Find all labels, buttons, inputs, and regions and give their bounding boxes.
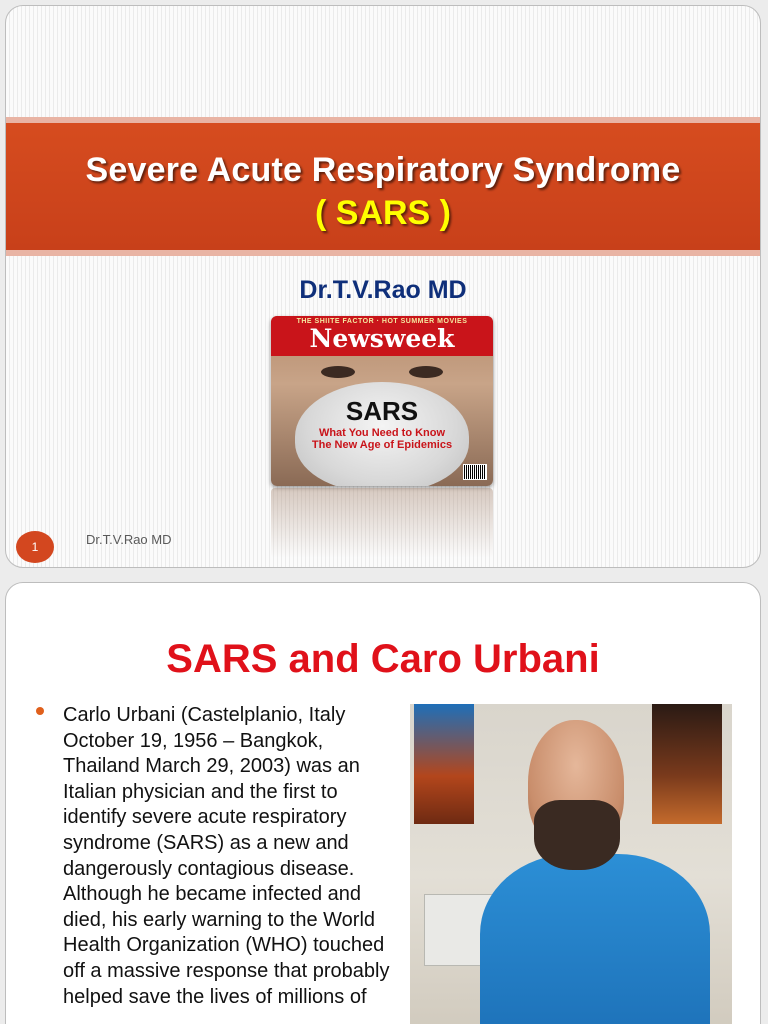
magazine-headline: SARS	[345, 396, 419, 426]
slide-title: Severe Acute Respiratory Syndrome	[85, 151, 681, 189]
cover-eyes	[311, 362, 453, 382]
slide-author: Dr.T.V.Rao MD	[299, 276, 467, 304]
barcode-icon	[463, 464, 487, 480]
page-number-badge: 1	[16, 531, 54, 563]
beard-shape	[534, 800, 620, 870]
title-band	[6, 117, 760, 256]
slide-title-abbreviation: ( SARS )	[315, 194, 451, 232]
magazine-subline-2: The New Age of Epidemics	[311, 439, 453, 451]
slide-2	[5, 582, 761, 1024]
magazine-brand: Newsweek	[309, 324, 455, 353]
footer-author: Dr.T.V.Rao MD	[86, 532, 172, 547]
left-eye	[321, 366, 355, 378]
slide-title: SARS and Caro Urbani	[166, 637, 600, 681]
magazine-cover-image	[271, 316, 493, 486]
face-mask	[295, 382, 469, 486]
bullet-icon	[36, 707, 44, 715]
cover-reflection	[271, 488, 493, 558]
wall-poster-left	[414, 704, 474, 824]
portrait-photo	[410, 704, 732, 1024]
magazine-tagline: THE SHIITE FACTOR · HOT SUMMER MOVIES	[296, 318, 468, 325]
wall-poster-right	[652, 704, 722, 824]
slide-1	[5, 5, 761, 568]
shirt-shape	[480, 854, 710, 1024]
slide-body-text: Carlo Urbani (Castelplanio, Italy October 19, 1956 – Bangkok, Thailand March 29, 2003) was an Italian physician and the first to identify severe acute respiratory syndrome (SARS) as a new and dangerously contagious disease. Although he became infected and died, his early warning to the World Health Organization (WHO) touched off a massive response that probably helped save the lives of millions of	[63, 704, 390, 1008]
right-eye	[409, 366, 443, 378]
magazine-subline-1: What You Need to Know	[318, 427, 446, 439]
magazine-masthead	[271, 316, 493, 356]
